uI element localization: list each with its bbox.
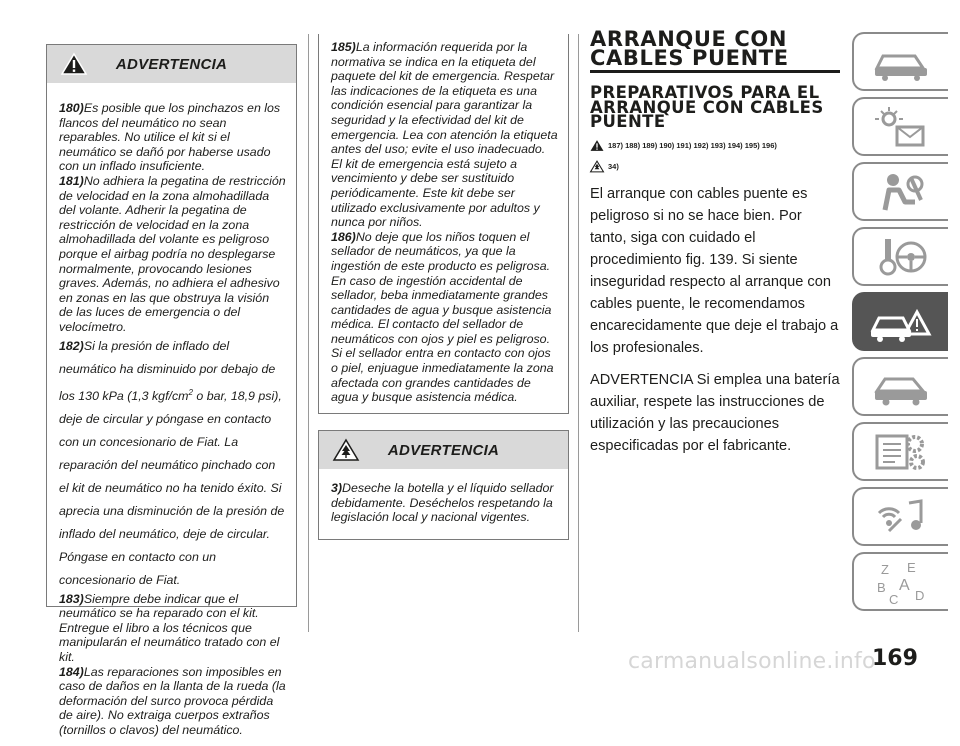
item-text: o bar, 18,9 psi), deje de circular y póngase en contacto con un concesionario de Fiat. La reparación del neumático pinchado con el kit de neumático no ha tenido éxito. Si aprecia una disminución de la presión de inflado del neumático, deje de circular. Póngase en contacto con un concesionario de Fiat. [59, 388, 285, 587]
item-text: Siempre debe indicar que el neumático se ha reparado con el kit. Entregue el libro a los técnicos que manipularán el neumático tratado con el kit. [59, 591, 280, 664]
watermark: carmanualsonline.info [628, 649, 876, 674]
item-text: Si la presión de inflado del neumático ha disminuido por debajo de los 130 kPa (1,3 kgf/cm [59, 338, 276, 403]
car-side-icon [871, 367, 931, 407]
item-number: 183) [59, 591, 84, 606]
item-number: 180) [59, 101, 84, 115]
warning-box-continued [318, 34, 569, 414]
warning-box-1-body [47, 83, 296, 746]
svg-text:A: A [899, 576, 910, 594]
chapter-tabs [852, 32, 948, 617]
warning-box-1-title: ADVERTENCIA [115, 56, 228, 73]
warning-triangle-icon [590, 139, 604, 152]
warning-box-2-header [319, 431, 568, 469]
warning-item-180 [59, 101, 286, 174]
svg-text:B: B [877, 579, 886, 595]
item-text: Deseche la botella y el líquido sellador debidamente. Deséchelos respetando la legislación local y nacional vigentes. [331, 481, 554, 525]
safety-airbag-icon [871, 170, 931, 214]
column-divider [308, 34, 309, 632]
svg-text:C: C [889, 591, 899, 607]
environment-refs [590, 160, 840, 173]
item-text: La información requerida por la normativa se indica en la etiqueta del paquete del kit de emergencia. Respetar las indicaciones de la etiqueta es una condición esencial para garantizar la seguridad y la efectividad del kit de emergencia. Lea con atención la etiqueta antes del uso; evite el uso inadecuado. El kit de emergencia está sujeto a vencimiento y debe ser sustituido periódicamente. Este kit debe ser utilizado exclusivamente por adultos y nunca por niños. [331, 40, 558, 230]
steering-key-icon [871, 235, 931, 279]
warning-lights-icon [871, 105, 931, 149]
section-subheading: PREPARATIVOS PARA EL ARRANQUE CON CABLES PUENTE [590, 83, 824, 131]
multimedia-icon [871, 495, 931, 539]
tab-dashboard[interactable] [852, 32, 948, 91]
environment-refs-text: 34) [608, 161, 619, 171]
tab-index[interactable] [852, 552, 948, 611]
item-number: 184) [59, 664, 84, 679]
item-number: 181) [59, 173, 84, 188]
maintenance-gear-icon [871, 430, 931, 474]
warning-box-2-body [319, 469, 568, 533]
item-text: Es posible que los pinchazos en los flancos del neumático no sean reparables. No utilice el kit si el neumático se dañó por haberse usado con un inflado insuficiente. [59, 101, 281, 174]
item-number: 182) [59, 338, 84, 353]
warning-item-183 [59, 592, 286, 665]
tab-starting[interactable] [852, 227, 948, 286]
tab-warning-lights[interactable] [852, 97, 948, 156]
warning-box-continued-body [319, 34, 568, 413]
warning-item-186 [331, 230, 558, 405]
item-number: 3) [331, 481, 343, 495]
item-text: No adhiera la pegatina de restricción de velocidad en la zona almohadillada del volante. Adherir la pegatina de restricción de velocidad en la zona almohadillada del volante es peligroso porque el airbag podría no desplegarse normalmente, provocando lesiones graves. Además, no adhiera el adhesivo en zonas en las que obstruya la visión de las luces de emergencia o del velocímetro. [59, 173, 286, 334]
tab-maintenance[interactable] [852, 422, 948, 481]
warning-box-2-title: ADVERTENCIA [387, 442, 500, 459]
svg-text:E: E [907, 559, 916, 575]
column-divider [578, 34, 579, 632]
warning-item-185 [331, 40, 558, 230]
item-number: 186) [331, 229, 356, 244]
item-text: Las reparaciones son imposibles en caso de daños en la llanta de la rueda (la deformación del surco provoca pérdida de aire). No extraiga cuerpos extraños (tornillos o clavos) del neumático. [59, 664, 286, 737]
section-heading: ARRANQUE CON CABLES PUENTE [590, 27, 789, 70]
warning-box-2 [318, 430, 569, 540]
body-paragraph-1: El arranque con cables puente es peligroso si no se hace bien. Por tanto, siga con cuidado el procedimiento fig. 139. Si siente inseguridad respecto al arranque con cables puente, le recomendamos encarecidamente que deje el trabajo a los profesionales. [590, 185, 839, 356]
warning-box-1-header [47, 45, 296, 83]
warning-box-1 [46, 44, 297, 737]
warning-item-184 [59, 665, 286, 738]
tab-multimedia[interactable] [852, 487, 948, 546]
index-letters-icon [871, 558, 931, 606]
svg-text:Z: Z [881, 561, 889, 577]
warning-item-181 [59, 174, 286, 335]
superscript: 2 [188, 387, 193, 397]
section-column [590, 27, 840, 457]
item-number: 185) [331, 40, 356, 54]
warning-item-3 [331, 481, 558, 525]
warning-item-182 [59, 335, 286, 592]
warning-refs [590, 139, 840, 152]
car-dashboard-icon [871, 42, 931, 82]
item-text: No deje que los niños toquen el sellador de neumáticos, ya que la ingestión de este producto es peligrosa. En caso de ingestión accidental de sellador, beba inmediatamente grandes cantidades de agua y busque asistencia médica. El contacto del sellador de neumáticos con ojos y piel es peligroso. Si el sellador entra en contacto con ojos o piel, enjuague inmediatamente la zona afectada con grandes cantidades de agua y busque asistencia médica. [331, 229, 554, 405]
page-number: 169 [872, 646, 918, 671]
emergency-car-icon [869, 300, 933, 344]
environment-icon [590, 160, 604, 173]
tab-car[interactable] [852, 357, 948, 416]
tab-safety[interactable] [852, 162, 948, 221]
body-paragraph-2: ADVERTENCIA Si emplea una batería auxiliar, respete las instrucciones de utilización y las precauciones especificadas por el fabricante. [590, 371, 840, 454]
warning-refs-text: 187) 188) 189) 190) 191) 192) 193) 194) 195) 196) [608, 140, 777, 150]
tab-emergency[interactable] [852, 292, 948, 351]
svg-text:D: D [915, 587, 925, 603]
heading-rule [590, 70, 840, 73]
